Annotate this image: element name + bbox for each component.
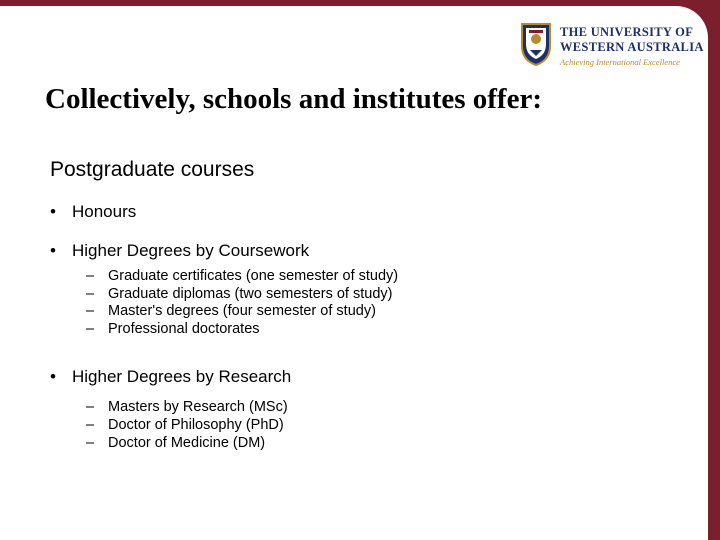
list-item-text: Graduate diplomas (two semesters of study): [108, 285, 393, 302]
bullet-label: Higher Degrees by Research: [72, 367, 292, 386]
bullet-marker: •: [50, 367, 56, 386]
logo-line-2: WESTERN AUSTRALIA: [560, 40, 704, 54]
section-heading: Postgraduate courses: [50, 158, 255, 181]
list-item-text: Professional doctorates: [108, 320, 260, 337]
right-frame-bar: [708, 0, 720, 540]
list-item: [86, 303, 398, 321]
list-item: [86, 398, 288, 416]
list-item-text: Doctor of Medicine (DM): [108, 435, 266, 451]
dash-marker: –: [86, 320, 95, 337]
dash-marker: –: [86, 399, 95, 415]
dash-marker: –: [86, 285, 95, 302]
list-item: [86, 434, 288, 452]
bullet-label: Higher Degrees by Coursework: [72, 241, 310, 260]
research-sublist: [86, 398, 288, 452]
logo-line-1: THE UNIVERSITY OF: [560, 25, 694, 39]
dash-marker: –: [86, 303, 95, 319]
dash-marker: –: [86, 268, 95, 284]
bullet-marker: •: [50, 202, 56, 221]
top-frame-bar: [0, 0, 720, 6]
bullet-label: Honours: [72, 202, 137, 221]
list-item: [86, 321, 398, 339]
coursework-sublist: [86, 268, 398, 338]
bullet-marker: •: [50, 241, 56, 260]
crest-icon: [520, 22, 552, 66]
list-item-text: Masters by Research (MSc): [108, 399, 288, 415]
logo-tagline: Achieving International Excellence: [560, 57, 680, 67]
list-item: [86, 268, 398, 286]
bullet-honours: [50, 202, 136, 222]
list-item-text: Graduate certificates (one semester of study): [108, 268, 399, 284]
list-item: [86, 416, 288, 434]
list-item-text: Doctor of Philosophy (PhD): [108, 417, 284, 433]
dash-marker: –: [86, 435, 95, 451]
slide-title: Collectively, schools and institutes offer:: [45, 83, 542, 115]
list-item-text: Master's degrees (four semester of study): [108, 303, 376, 319]
university-logo: [520, 22, 704, 70]
bullet-coursework: [50, 241, 309, 261]
list-item: [86, 286, 398, 304]
bullet-research: [50, 367, 291, 387]
dash-marker: –: [86, 417, 95, 433]
